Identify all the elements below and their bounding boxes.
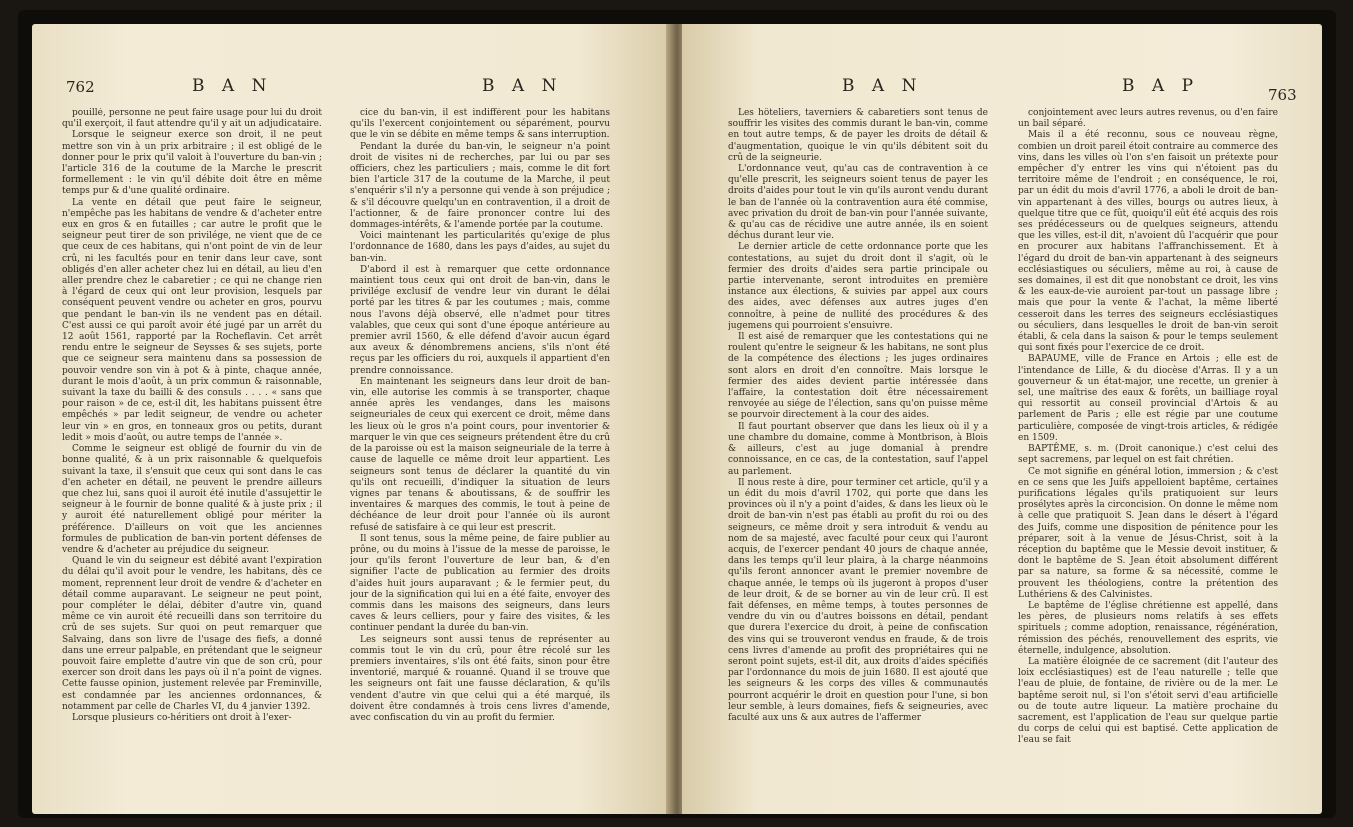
paragraph: BAPTÊME, s. m. (Droit canonique.) c'est celui des sept sacremens, par lequel on est fait chrétien. (1018, 444, 1278, 466)
paragraph: Ce mot signifie en général lotion, immersion ; & c'est en ce sens que les Juifs appelloient baptême, certaines purifications légales qu'ils pratiquoient sur leurs prosélytes après la circoncision. On donne le même nom à celle que pratiquoit S. Jean dans le désert à l'égard des Juifs, comme une disposition de pénitence pour les préparer, soit à la venue de Jésus-Christ, soit à la réception du baptême que le Messie devoit instituer, & dont le baptême de S. Jean étoit absolument différent par sa nature, sa forme & sa nécessité, comme le prouvent les théologiens, contre la prétention des Luthériens & des Calvinistes. (1018, 466, 1278, 600)
left-page-header (32, 76, 672, 100)
paragraph: Comme le seigneur est obligé de fournir du vin de bonne qualité, & à un prix raisonnable & quelquefois suivant la taxe, il s'ensuit que ceux qui sont dans le cas d'en acheter en détail, ne peuvent le prendre ailleurs que chez lui, sans quoi il auroit été inutile d'assujettir le seigneur à le fournir de bonne qualité & à juste prix ; il y auroit été naturellement obligé pour mériter la préférence. D'ailleurs on voit que les anciennes formules de publication de ban-vin portent défenses de vendre & d'acheter au préjudice du seigneur. (62, 444, 322, 555)
paragraph: Il nous reste à dire, pour terminer cet article, qu'il y a un édit du mois d'avril 1702, qui porte que dans les provinces où il n'y a point d'aides, & dans les lieux où le droit de ban-vin n'est pas établi au profit du roi ou des seigneurs, ce même droit y sera introduit & vendu au nom de sa majesté, avec faculté pour ceux qui l'auront acquis, de l'exercer pendant 40 jours de chaque année, dans les temps qu'il leur plaira, à la charge néanmoins qu'ils feront annoncer avant le premier novembre de chaque année, le temps où ils jugeront à propos d'user de leur droit, & de se borner au vin de leur crû. Il est fait défenses, en même temps, à toutes personnes de vendre du vin ou d'autres boissons en détail, pendant que durera l'exercice du droit, à peine de confiscation des vins qui se trouveront vendus en fraude, & de trois cens livres d'amende au profit des propriétaires qui ne seront point sujets, est-il dit, aux droits d'aides spécifiés par l'ordonnance du mois de juin 1680. Il est ajouté que les seigneurs & les corps des villes & communautés pourront acquérir le droit en question pour l'une, si bon leur semble, à leurs domaines, fiefs & seigneuries, avec faculté aux uns & aux autres de l'affermer (728, 477, 988, 723)
paragraph: Voici maintenant les particularités qu'exige de plus l'ordonnance de 1680, dans les pays d'aides, au sujet du ban-vin. (350, 231, 610, 264)
right-header-word-2: B A P (1122, 76, 1200, 96)
paragraph: La matière éloignée de ce sacrement (dit l'auteur des loix ecclésiastiques) est de l'eau naturelle ; telle que l'eau de pluie, de fontaine, de rivière ou de la mer. Le baptême seroit nul, si l'on s'étoit servi d'eau artificielle ou de toute autre liqueur. La matière prochaine du sacrement, est l'application de l'eau sur quelque partie du corps de celui qui est baptisé. Cette application de l'eau se fait (1018, 656, 1278, 746)
paragraph: Il est aisé de remarquer que les contestations qui ne roulent qu'entre le seigneur & les habitans, ne sont plus de la compétence des élections ; les juges ordinaires sont alors en droit d'en connoître. Mais lorsque le fermier des aides devient partie intéressée dans l'affaire, la contestation doit être nécessairement renvoyée au siége de l'élection, sans qu'on puisse même se pourvoir directement à la cour des aides. (728, 332, 988, 421)
paragraph: Les seigneurs sont aussi tenus de représenter au commis tout le vin du crû, pour être récolé sur les premiers inventaires, s'ils ont été faits, sinon pour être inventorié, marqué & rouanné. Quand il se trouve que les seigneurs ont fait une fausse déclaration, & qu'ils vendent d'autre vin que celui qui a été marqué, ils doivent être condamnés à trois cens livres d'amende, avec confiscation du vin au profit du fermier. (350, 634, 610, 723)
paragraph: cice du ban-vin, il est indifférent pour les habitans qu'ils l'exercent conjointement ou séparément, pourvu que le vin se débite en même temps & sans interruption. (350, 108, 610, 141)
paragraph: La vente en détail que peut faire le seigneur, n'empêche pas les habitans de vendre & d'acheter entre eux en gros & en futailles ; car autre le profit que le seigneur peut tirer de son privilége, ne vient que de ce que ceux de ces habitans, qui n'ont point de vin de leur crû, ni les facultés pour en tenir dans leur cave, sont obligés d'en aller acheter chez lui en détail, au lieu d'en aller prendre chez le cabaretier ; ce qui ne change rien à l'égard de ceux qui ont leur provision, lesquels par conséquent peuvent vendre ou acheter en gros, pourvu que pendant le ban-vin ils ne vendent pas en détail. C'est aussi ce qui paroît avoir été jugé par un arrêt du 12 août 1561, rapporté par la Rocheflavin. Cet arrêt rendu entre le seigneur de Seysses & ses sujets, porte que ce seigneur sera maintenu dans sa possession de pouvoir vendre son vin à pot & à pinte, chaque année, durant le mois d'août, à un prix commun & raisonnable, suivant la taxe du bailli & des consuls . . . . « sans que pour raison » de ce, est-il dit, les habitans puissent être empêchés » par ledit seigneur, de vendre ou acheter leur vin » en gros, en tonneaux gros ou petits, durant ledit » mois d'août, ou autre temps de l'année ». (62, 197, 322, 443)
paragraph: BAPAUME, ville de France en Artois ; elle est de l'intendance de Lille, & du diocèse d'Arras. Il y a un gouverneur & un état-major, une recette, un grenier à sel, une maîtrise des eaux & forêts, un bailliage royal qui ressortit au conseil provincial d'Artois & au parlement de Paris ; elle est régie par une coutume particulière, composée de vingt-trois articles, & rédigée en 1509. (1018, 354, 1278, 443)
paragraph: D'abord il est à remarquer que cette ordonnance maintient tous ceux qui ont droit de ban-vin, dans le privilége exclusif de vendre leur vin durant le délai porté par les titres & par les coutumes ; mais, comme nous l'avons déjà observé, elle n'admet pour titres valables, que ceux qui sont d'une époque antérieure au premier avril 1560, & elle défend d'avoir aucun égard aux aveux & dénombremens anciens, s'ils n'ont été reçus par les officiers du roi, auxquels il appartient d'en prendre connoissance. (350, 264, 610, 376)
paragraph: Il faut pourtant observer que dans les lieux où il y a une chambre du domaine, comme à Montbrison, à Blois & ailleurs, c'est au juge domanial à prendre connoissance, en ce cas, de la contestation, sauf l'appel au parlement. (728, 421, 988, 477)
right-page (682, 24, 1322, 814)
paragraph: Le dernier article de cette ordonnance porte que les contestations, au sujet du droit dont il s'agit, où le fermier des droits d'aides sera partie principale ou partie intervenante, seront introduites en première instance aux élections, & suivies par appel aux cours des aides, avec défenses aux autres juges d'en connoître, à peine de nullité des procédures & des jugemens qui pourroient s'ensuivre. (728, 242, 988, 331)
right-column-1 (728, 108, 988, 808)
left-page (32, 24, 672, 814)
right-page-number: 763 (1268, 86, 1297, 104)
paragraph: Lorsque plusieurs co-héritiers ont droit à l'exer- (72, 712, 292, 723)
paragraph: Le baptême de l'église chrétienne est appellé, dans les pères, de plusieurs noms relatifs à ses effets spirituels ; comme adoption, renaissance, régénération, rémission des péchés, renouvellement des esprits, vie éternelle, indulgence, absolution. (1018, 600, 1278, 656)
paragraph: Quand le vin du seigneur est débité avant l'expiration du délai qu'il avoit pour le vendre, les habitans, dès ce moment, reprennent leur droit de vendre & d'acheter en détail comme auparavant. Le seigneur ne peut point, pour compléter le délai, débiter d'autre vin, quand même ce vin auroit été recueilli dans son territoire du crû de ses sujets. Sur quoi on peut remarquer que Salvaing, dans son livre de l'usage des fiefs, a donné dans une erreur palpable, en prétendant que le seigneur pouvoit faire emplette d'autre vin que de son crû, pour exercer son droit dans les pays où il n'a point de vignes. Cette fausse opinion, justement relevée par Freminville, est condamnée par les anciennes ordonnances, & notamment par celle de Charles VI, du 4 janvier 1392. (62, 556, 322, 712)
paragraph: Les hôteliers, taverniers & cabaretiers sont tenus de souffrir les visites des commis durant le ban-vin, comme en tout autre temps, & de payer les droits de détail & d'augmentation, quoique le vin qu'ils débitent soit du crû de la seigneurie. (728, 108, 988, 163)
right-header-word-1: B A N (842, 76, 923, 96)
paragraph: Il sont tenus, sous la même peine, de faire publier au prône, ou du moins à l'issue de la messe de paroisse, le jour qu'ils feront l'ouverture de leur ban, & d'en signifier l'acte de publication au fermier des droits d'aides huit jours auparavant ; & le fermier peut, du jour de la signification qui lui en a été faite, envoyer des commis dans les maisons des seigneurs, dans leurs caves & leurs celliers, pour y faire des visites, & les continuer pendant la durée du ban-vin. (350, 533, 610, 634)
left-header-word-2: B A N (482, 76, 563, 96)
paragraph: Mais il a été reconnu, sous ce nouveau règne, combien un droit pareil étoit contraire au commerce des vins, dans les villes où l'on s'en faisoit un prétexte pour empêcher d'y entrer les vins qui n'étoient pas du territoire même de l'endroit ; en conséquence, le roi, par un édit du mois d'avril 1776, a aboli le droit de ban-vin appartenant à des villes, bourgs ou autres lieux, à quelque titre que ce fût, quoiqu'il eût été acquis des rois ses prédécesseurs ou de quelques seigneurs, attendu que les villes, est-il dit, n'avoient dû l'acquérir que pour en procurer aux habitans l'affranchissement. Et à l'égard du droit de ban-vin appartenant à des seigneurs ecclésiastiques ou séculiers, même au roi, à cause de ses domaines, il est dit que nonobstant ce droit, les vins & les eaux-de-vie auroient par-tout un passage libre ; mais que pour la vente & l'achat, la même liberté cesseroit dans les terres des seigneurs ecclésiastiques ou séculiers, dans lesquelles le droit de ban-vin seroit établi, & cela dans la saison & pour le temps seulement qui sont fixés pour l'exercice de ce droit. (1018, 130, 1278, 354)
paragraph: pouillé, personne ne peut faire usage pour lui du droit qu'il exerçoit, il faut attendre qu'il y ait un adjudicataire. (62, 108, 322, 130)
right-page-header (682, 76, 1322, 104)
book-spread (18, 10, 1336, 818)
left-column-2 (350, 108, 610, 808)
left-column-1 (62, 108, 322, 808)
paragraph: Pendant la durée du ban-vin, le seigneur n'a point droit de visites ni de recherches, par lui ou par ses officiers, chez les particuliers ; mais, comme le dit fort bien l'article 317 de la coutume de la Marche, il peut s'enquérir s'il n'y a personne qui vende à son préjudice ; & s'il découvre quelqu'un en contravention, il a droit de l'actionner, & de faire prononcer contre lui des dommages-intérêts, & l'amende portée par la coutume. (350, 141, 610, 231)
left-header-word-1: B A N (192, 76, 273, 96)
paragraph: L'ordonnance veut, qu'au cas de contravention à ce qu'elle prescrit, les seigneurs soient tenus de payer les droits d'aides pour tout le vin qu'ils auront vendu durant le ban de l'année où la contravention aura été commise, avec privation du droit de ban-vin pour l'année suivante, & qu'au cas de récidive une autre année, ils en soient déchus durant leur vie. (728, 164, 988, 242)
left-page-number: 762 (66, 78, 95, 96)
right-column-2 (1018, 108, 1278, 808)
paragraph: En maintenant les seigneurs dans leur droit de ban-vin, elle autorise les commis à se transporter, chaque année après les vendanges, dans les maisons seigneuriales de ceux qui exercent ce droit, même dans les lieux où le gros n'a point cours, pour inventorier & marquer le vin que ces seigneurs prétendent être du crû de la paroisse où est la maison seigneuriale de la terre à cause de laquelle ce même droit leur appartient. Les seigneurs sont tenus de déclarer la quantité du vin qu'ils ont recueilli, d'indiquer la situation de leurs vignes par tenans & aboutissans, & de souffrir les inventaires & marques des commis, le tout à peine de déchéance de leur droit pour l'année où ils auront refusé de satisfaire à ce qui leur est prescrit. (350, 376, 610, 533)
paragraph: conjointement avec leurs autres revenus, ou d'en faire un bail séparé. (1018, 108, 1278, 130)
paragraph: Lorsque le seigneur exerce son droit, il ne peut mettre son vin à un prix arbitraire ; il est obligé de le donner pour le prix qu'il valoit à l'ouverture du ban-vin ; l'article 316 de la coutume de la Marche le prescrit formellement : le vin qu'il débite doit être en même temps pur & d'une qualité ordinaire. (62, 130, 322, 197)
